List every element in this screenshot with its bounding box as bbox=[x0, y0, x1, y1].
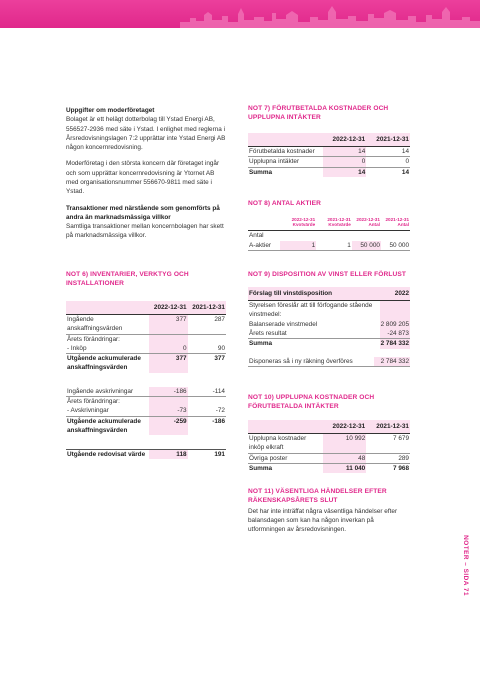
table-header-row bbox=[248, 420, 410, 434]
col-header: 2021-12-31 Antal bbox=[381, 217, 410, 231]
col-header: 2021-12-31 bbox=[366, 133, 410, 147]
parent-text-2: Moderföretag i den största koncern där företaget ingår och som upprättar koncernredovisning är Ytornet AB med organisationsnummer 556670-9811 med säte i Ystad. bbox=[66, 160, 220, 196]
row-label: Förutbetalda kostnader bbox=[248, 147, 323, 157]
note-11 bbox=[248, 488, 410, 542]
cell-value: -186 bbox=[188, 416, 226, 435]
page-side-tab: NOTER – SIDA 71 bbox=[462, 535, 469, 596]
cell-value: -73 bbox=[149, 406, 187, 416]
table-row bbox=[66, 449, 226, 459]
cell-value bbox=[149, 334, 187, 344]
col-header: 2022-12-31 bbox=[323, 133, 367, 147]
cell-value: -24 873 bbox=[380, 329, 410, 339]
row-label: Övriga poster bbox=[248, 453, 323, 463]
cell-value: 2 784 332 bbox=[374, 357, 410, 367]
table-row bbox=[66, 334, 226, 344]
table-row bbox=[248, 301, 410, 320]
cell-value: -114 bbox=[188, 387, 226, 397]
note-10-title: NOT 10) UPPLUPNA KOSTNADER OCH FÖRUTBETALDA INTÄKTER bbox=[248, 394, 375, 410]
note-7 bbox=[248, 105, 410, 177]
cell-value: 14 bbox=[323, 167, 367, 177]
cell-value: 377 bbox=[149, 354, 187, 373]
cell-value: 377 bbox=[188, 354, 226, 373]
cell-value: 0 bbox=[149, 344, 187, 354]
row-label: Summa bbox=[248, 463, 323, 473]
cell-value: 191 bbox=[188, 449, 226, 459]
row-label: Årets resultat bbox=[248, 329, 380, 339]
cell-value: 0 bbox=[366, 157, 410, 167]
table-header-row bbox=[66, 301, 226, 315]
cell-value: 50 000 bbox=[352, 241, 381, 251]
transactions-heading: Transaktioner med närstående som genomförts på andra än marknadsmässiga villkor bbox=[66, 204, 220, 221]
note-11-text: Det har inte inträffat några väsentliga händelser efter balansdagen som kan ha någon inverkan på utformningen av årsredovisningen. bbox=[248, 507, 398, 534]
header-bar bbox=[0, 0, 480, 28]
row-label: - Avskrivningar bbox=[66, 406, 149, 416]
cell-value: 118 bbox=[149, 449, 187, 459]
table-row bbox=[66, 397, 226, 407]
col-header: 2022-12-31 bbox=[323, 420, 367, 434]
note-7-title: NOT 7) FÖRUTBETALDA KOSTNADER OCH UPPLUPNA INTÄKTER bbox=[248, 105, 389, 121]
col-header: 2022-12-31 Antal bbox=[352, 217, 381, 231]
col-header: 2021-12-31 bbox=[366, 420, 410, 434]
row-label: Balanserade vinstmedel bbox=[249, 320, 318, 328]
table-row bbox=[248, 320, 410, 329]
cell-value: 11 040 bbox=[323, 463, 367, 473]
row-label bbox=[66, 435, 149, 449]
row-label: Disponeras så i ny räkning överföres bbox=[248, 357, 374, 367]
cell-value bbox=[188, 397, 226, 407]
note-9-table bbox=[248, 287, 410, 349]
table-row bbox=[248, 167, 410, 177]
cell-value: 90 bbox=[188, 344, 226, 354]
row-label: Upplupna kostnader inköp elkraft bbox=[248, 434, 323, 454]
cell-value: 0 bbox=[323, 157, 367, 167]
col-header: 2022-12-31 bbox=[149, 301, 187, 315]
row-label: Summa bbox=[248, 167, 323, 177]
cell-value: -72 bbox=[188, 406, 226, 416]
row-label: Utgående ackumulerade anskaffningsvärden bbox=[66, 354, 149, 373]
table-row bbox=[66, 315, 226, 335]
col-header: 2021-12-31 Kvotvärde bbox=[316, 217, 352, 231]
cell-value: 7 968 bbox=[366, 463, 410, 473]
note-9 bbox=[248, 271, 410, 367]
table-row bbox=[248, 157, 410, 167]
cell-value: -259 bbox=[149, 416, 187, 435]
cell-value: 2 784 332 bbox=[380, 340, 409, 348]
row-label: Årets förändringar: bbox=[67, 398, 120, 406]
table-row bbox=[248, 339, 410, 349]
parent-text-1: Bolaget är ett helägt dotterbolag till Ystad Energi AB, 556527-2936 med säte i Ystad. I enlighet med reglerna i Årsredovisningslagen 7:2 upprättar inte Ystad Energi AB någon koncernredovisning. bbox=[66, 116, 226, 152]
cell-value: 14 bbox=[366, 167, 410, 177]
row-label: Årets förändringar: bbox=[67, 335, 120, 343]
table-row bbox=[248, 453, 410, 463]
row-label: Ingående avskrivningar bbox=[66, 387, 149, 397]
parent-heading: Uppgifter om moderföretaget bbox=[66, 107, 155, 114]
cell-value: 7 679 bbox=[366, 434, 410, 454]
note-8 bbox=[248, 200, 410, 251]
col-header: 2022 bbox=[380, 287, 410, 301]
cell-value: 1 bbox=[280, 241, 316, 251]
note-10-table bbox=[248, 420, 410, 473]
note-8-table bbox=[248, 217, 410, 251]
table-row bbox=[248, 147, 410, 157]
row-label: A-aktier bbox=[248, 241, 280, 251]
row-label: - Inköp bbox=[66, 344, 149, 354]
table-row bbox=[248, 241, 410, 251]
row-label: Antal bbox=[249, 232, 264, 240]
note-9-disposition bbox=[248, 357, 410, 367]
note-6 bbox=[66, 271, 226, 459]
row-label: Utgående ackumulerade anskaffningsvärden bbox=[66, 416, 149, 435]
table-row bbox=[66, 354, 226, 373]
cell-value: 10 992 bbox=[323, 434, 367, 454]
col-header: Förslag till vinstdisposition bbox=[248, 287, 380, 301]
cell-value: 377 bbox=[149, 315, 187, 335]
table-row bbox=[248, 463, 410, 473]
table-row bbox=[66, 416, 226, 435]
table-header-row bbox=[248, 217, 410, 231]
city-skyline-icon bbox=[180, 0, 480, 28]
cell-value: -186 bbox=[149, 387, 187, 397]
table-row bbox=[248, 357, 410, 367]
note-8-title: NOT 8) ANTAL AKTIER bbox=[248, 200, 321, 207]
transactions-text: Samtliga transaktioner mellan koncernbolagen har skett på marknadsmässiga villkor. bbox=[66, 223, 224, 240]
table-row bbox=[66, 373, 226, 387]
table-row bbox=[66, 406, 226, 416]
table-row bbox=[248, 329, 410, 339]
cell-value bbox=[149, 373, 187, 387]
cell-value: 289 bbox=[366, 453, 410, 463]
cell-value bbox=[149, 435, 187, 449]
cell-value: 1 bbox=[316, 241, 352, 251]
row-label: Ingående anskaffningsvärden bbox=[66, 315, 149, 335]
cell-value: 50 000 bbox=[381, 241, 410, 251]
cell-value: 14 bbox=[366, 147, 410, 157]
note-6-title: NOT 6) INVENTARIER, VERKTYG OCH INSTALLATIONER bbox=[66, 271, 189, 287]
table-row bbox=[248, 231, 410, 241]
note-9-title: NOT 9) DISPOSITION AV VINST ELLER FÖRLUST bbox=[248, 271, 406, 278]
note-6-table bbox=[66, 301, 226, 459]
table-row bbox=[66, 387, 226, 397]
cell-value: 287 bbox=[188, 315, 226, 335]
cell-value bbox=[149, 397, 187, 407]
row-label: Upplupna intäkter bbox=[248, 157, 323, 167]
table-row bbox=[66, 344, 226, 354]
cell-value: 48 bbox=[323, 453, 367, 463]
cell-value: 2 809 205 bbox=[380, 320, 409, 328]
row-label bbox=[66, 373, 149, 387]
cell-value: 14 bbox=[323, 147, 367, 157]
cell-value bbox=[188, 435, 226, 449]
col-header: 2022-12-31 Kvotvärde bbox=[280, 217, 316, 231]
cell-value bbox=[188, 334, 226, 344]
cell-value bbox=[188, 373, 226, 387]
row-label: Summa bbox=[248, 339, 380, 349]
col-header: 2021-12-31 bbox=[188, 301, 226, 315]
note-11-title: NOT 11) VÄSENTLIGA HÄNDELSER EFTER RÄKENSKAPSÅRETS SLUT bbox=[248, 488, 387, 504]
row-label: Utgående redovisat värde bbox=[66, 449, 149, 459]
note-10 bbox=[248, 394, 410, 473]
cell-value bbox=[380, 301, 410, 320]
table-row bbox=[248, 434, 410, 454]
parent-company-section bbox=[66, 106, 226, 248]
table-header-row bbox=[248, 287, 410, 301]
row-label: Styrelsen föreslår att till förfogande stående vinstmedel: bbox=[249, 302, 373, 319]
note-7-table bbox=[248, 133, 410, 177]
table-row bbox=[66, 435, 226, 449]
table-header-row bbox=[248, 133, 410, 147]
